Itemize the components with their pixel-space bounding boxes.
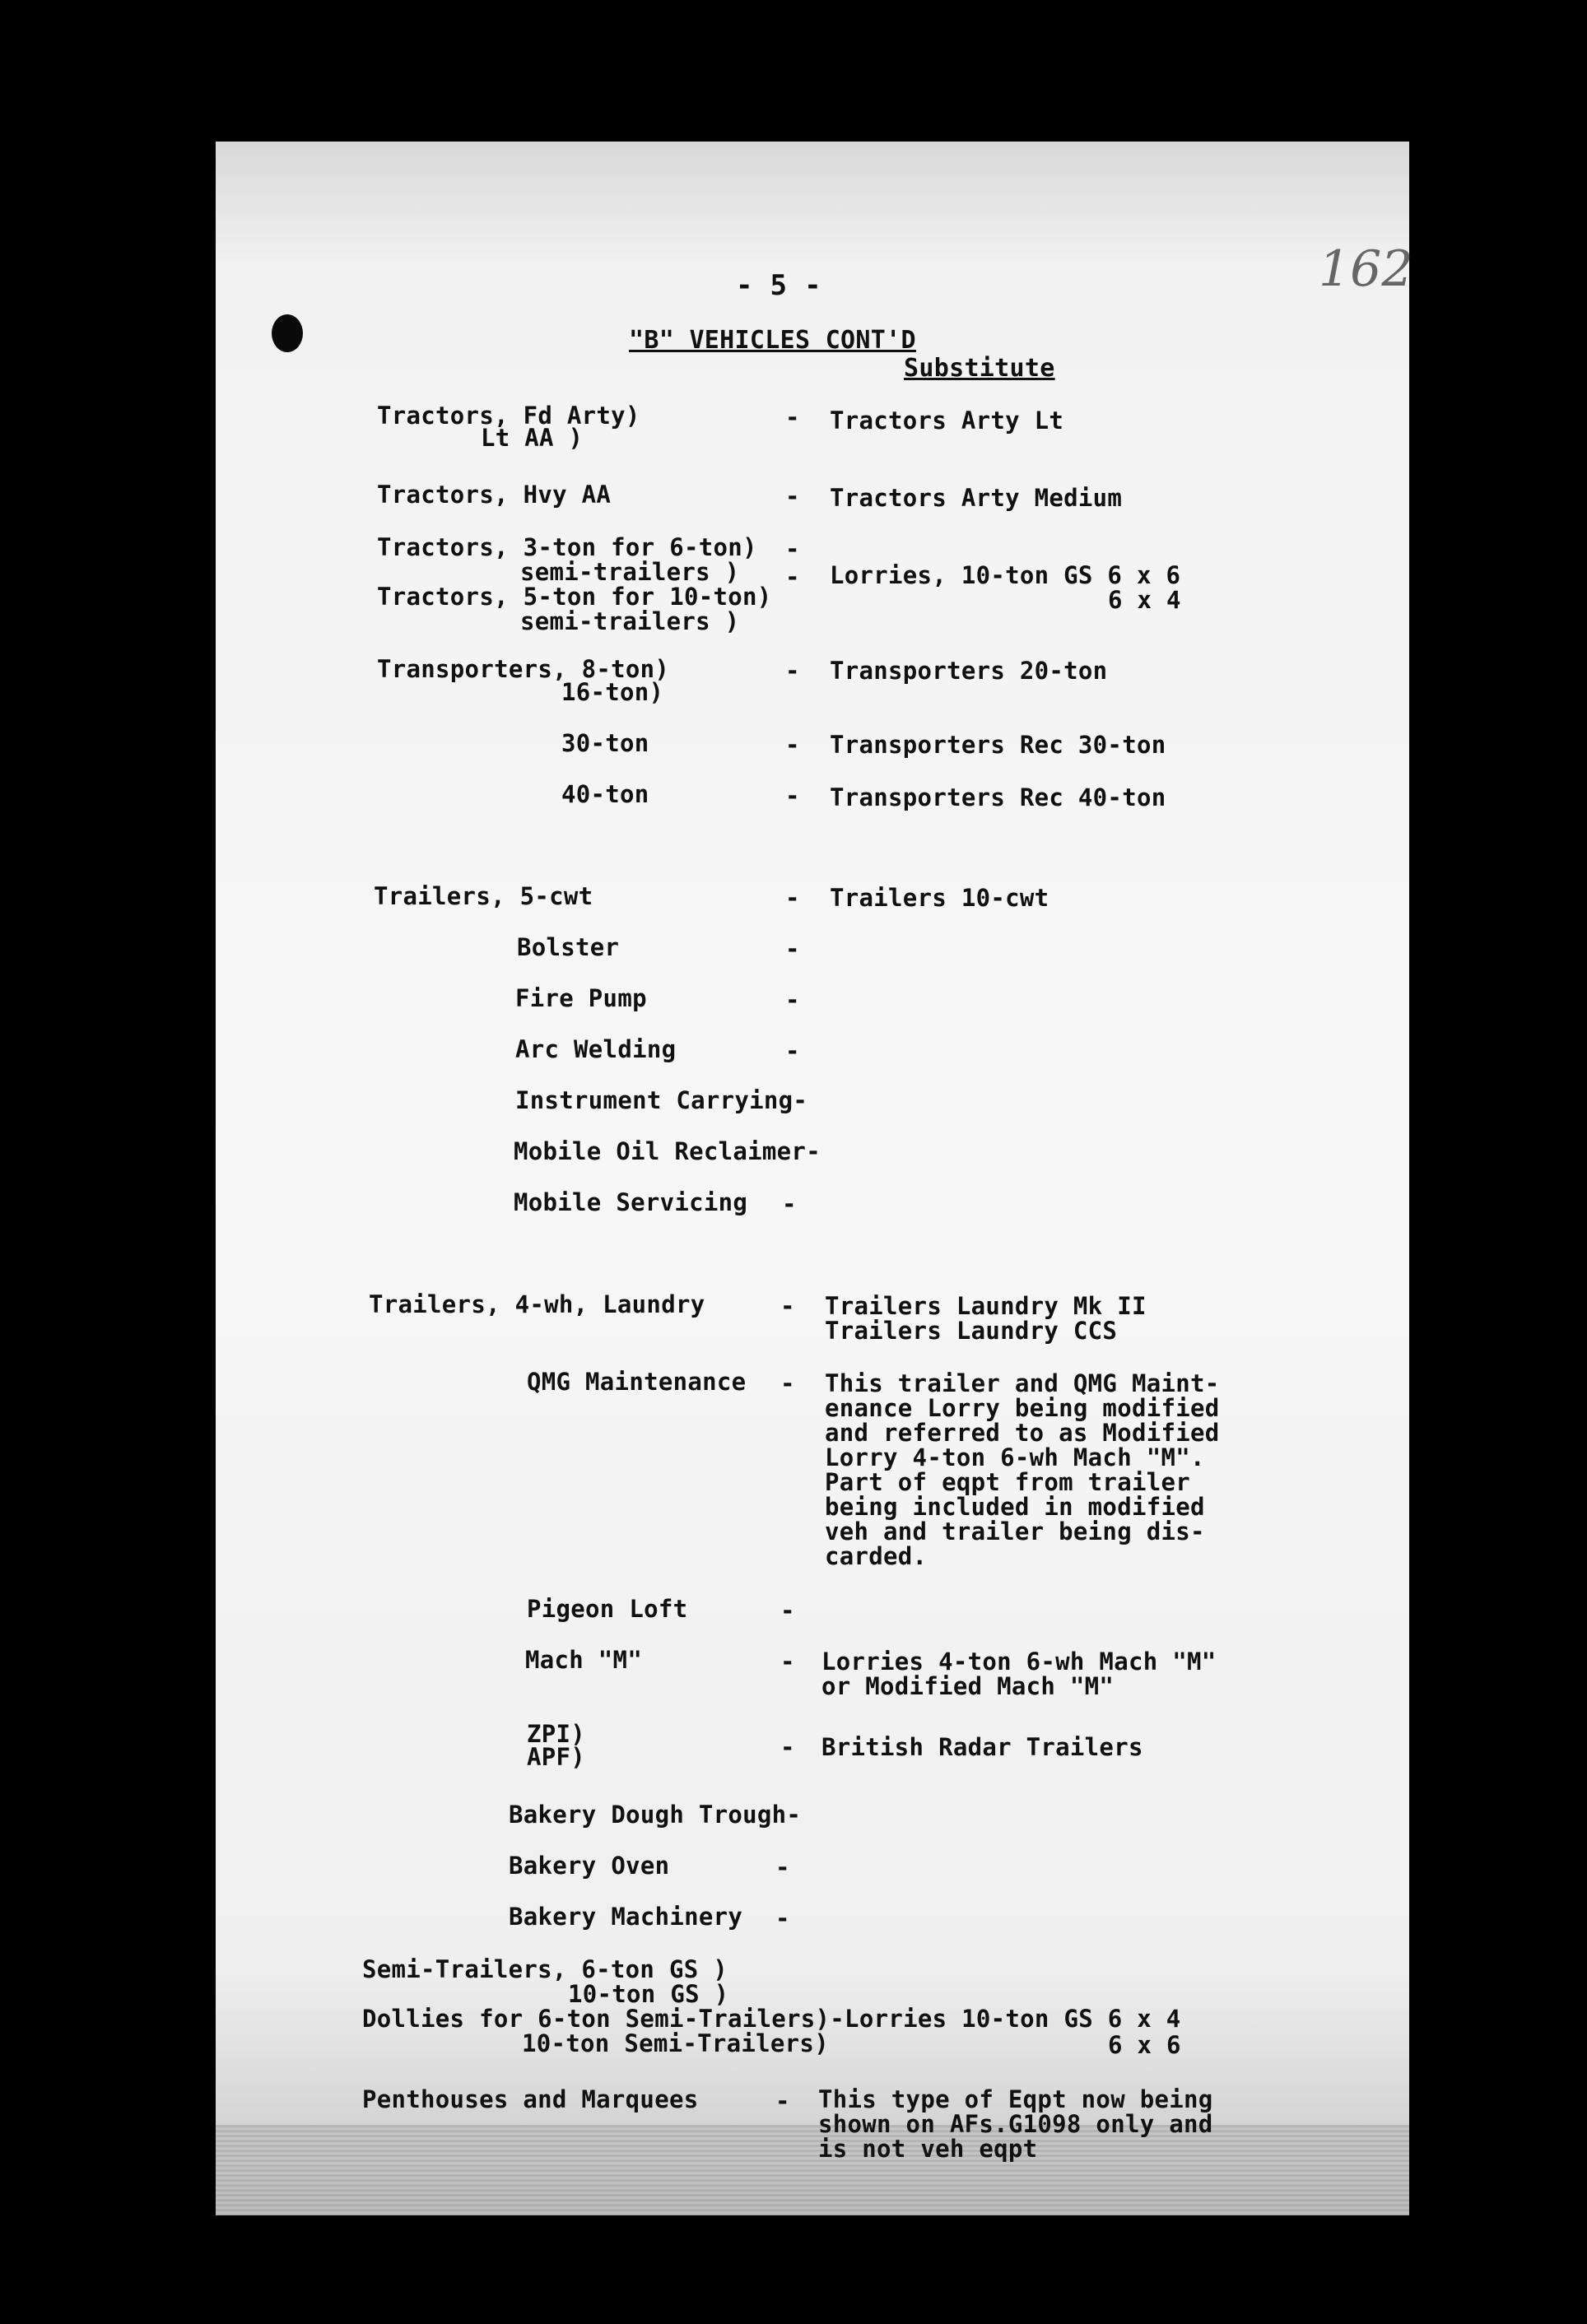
item-label: QMG Maintenance [527, 1368, 747, 1396]
substitute-text: or Modified Mach "M" [821, 1672, 1115, 1700]
item-label: Tractors, Fd Arty) [377, 402, 640, 430]
item-label: APF) [527, 1743, 586, 1771]
separator-dash: - [775, 1853, 790, 1881]
handwritten-page-number: 162 [1319, 240, 1413, 298]
item-label: semi-trailers ) [520, 607, 740, 635]
separator-dash: - [780, 1733, 795, 1761]
substitute-text: Trailers Laundry CCS [825, 1317, 1118, 1345]
item-label: Dollies for 6-ton Semi-Trailers)-Lorries 10-ton GS 6 x 4 [362, 2005, 1181, 2033]
separator-dash: - [785, 535, 800, 563]
item-label: Bakery Machinery [509, 1903, 743, 1931]
substitute-text: 6 x 4 [1108, 586, 1181, 614]
separator-dash: - [785, 935, 800, 963]
separator-dash: - [780, 1292, 795, 1320]
separator-dash: - [785, 782, 800, 810]
substitute-text: Trailers Laundry Mk II [825, 1292, 1147, 1320]
item-label: Bakery Oven [509, 1852, 670, 1880]
item-label: Penthouses and Marquees [362, 2085, 699, 2113]
substitute-text: 6 x 6 [1108, 2031, 1181, 2059]
item-label: Arc Welding [515, 1035, 677, 1063]
item-label: 10-ton GS ) [568, 1980, 729, 2008]
item-label: 30-ton [561, 729, 649, 757]
substitute-text: Lorries, 10-ton GS 6 x 6 [830, 561, 1181, 589]
item-label: 10-ton Semi-Trailers) [522, 2029, 829, 2057]
item-label: Pigeon Loft [527, 1595, 688, 1623]
substitute-text: Tractors Arty Medium [830, 484, 1123, 512]
substitute-text: Transporters Rec 40-ton [830, 783, 1166, 811]
item-label: 40-ton [561, 780, 649, 808]
item-label: Trailers, 5-cwt [374, 882, 593, 910]
substitute-text: Lorries 4-ton 6-wh Mach "M" [821, 1648, 1217, 1676]
item-label: Lt AA ) [481, 424, 584, 452]
substitute-text: British Radar Trailers [821, 1733, 1143, 1761]
separator-dash: - [780, 1597, 795, 1624]
substitute-column-header: Substitute [904, 354, 1055, 383]
separator-dash: - [775, 2087, 790, 2115]
item-label: Transporters, 8-ton) [377, 655, 670, 683]
substitute-text: is not veh eqpt [818, 2135, 1038, 2163]
separator-dash: - [785, 403, 800, 431]
separator-dash: - [785, 657, 800, 685]
substitute-text: carded. [825, 1542, 928, 1570]
substitute-text: Trailers 10-cwt [830, 884, 1049, 912]
substitute-text: This trailer and QMG Maint- [825, 1369, 1220, 1397]
page-heading: "B" VEHICLES CONT'D [629, 326, 916, 355]
bottom-stain [216, 2125, 1409, 2215]
item-label: 16-ton) [561, 678, 664, 706]
separator-dash: - [775, 1904, 790, 1932]
separator-dash: - [782, 1190, 797, 1218]
page-number: - 5 - [736, 269, 821, 302]
separator-dash: - [785, 563, 800, 591]
item-label: semi-trailers ) [520, 558, 740, 586]
item-label: Semi-Trailers, 6-ton GS ) [362, 1955, 728, 1983]
item-label: Mobile Servicing [514, 1188, 748, 1216]
separator-dash: - [785, 482, 800, 510]
substitute-text: and referred to as Modified [825, 1419, 1220, 1447]
item-label: ZPI) [527, 1720, 586, 1748]
item-label: Bolster [517, 933, 620, 961]
separator-dash: - [780, 1369, 795, 1397]
punch-hole [272, 314, 303, 352]
separator-dash: - [785, 986, 800, 1014]
substitute-text: enance Lorry being modified [825, 1394, 1220, 1422]
substitute-text: being included in modified [825, 1493, 1205, 1521]
item-label: Tractors, 5-ton for 10-ton) [377, 583, 772, 611]
substitute-text: veh and trailer being dis- [825, 1518, 1205, 1545]
item-label: Tractors, Hvy AA [377, 481, 612, 509]
item-label: Tractors, 3-ton for 6-ton) [377, 533, 757, 561]
substitute-text: Lorry 4-ton 6-wh Mach "M". [825, 1443, 1205, 1471]
substitute-text: Transporters 20-ton [830, 657, 1108, 685]
substitute-text: This type of Eqpt now being [818, 2085, 1213, 2113]
substitute-text: Transporters Rec 30-ton [830, 731, 1166, 759]
separator-dash: - [785, 1037, 800, 1065]
item-label: Mach "M" [525, 1646, 643, 1674]
substitute-text: Part of eqpt from trailer [825, 1468, 1190, 1496]
substitute-text: shown on AFs.G1098 only and [818, 2110, 1213, 2138]
separator-dash: - [780, 1648, 795, 1676]
separator-dash: - [785, 884, 800, 912]
substitute-text: Tractors Arty Lt [830, 407, 1064, 435]
item-label: Bakery Dough Trough- [509, 1801, 802, 1829]
item-label: Trailers, 4-wh, Laundry [369, 1290, 705, 1318]
document-sheet [216, 142, 1413, 2215]
item-label: Instrument Carrying- [515, 1086, 808, 1114]
separator-dash: - [785, 731, 800, 759]
item-label: Mobile Oil Reclaimer- [514, 1137, 821, 1165]
item-label: Fire Pump [515, 984, 647, 1012]
